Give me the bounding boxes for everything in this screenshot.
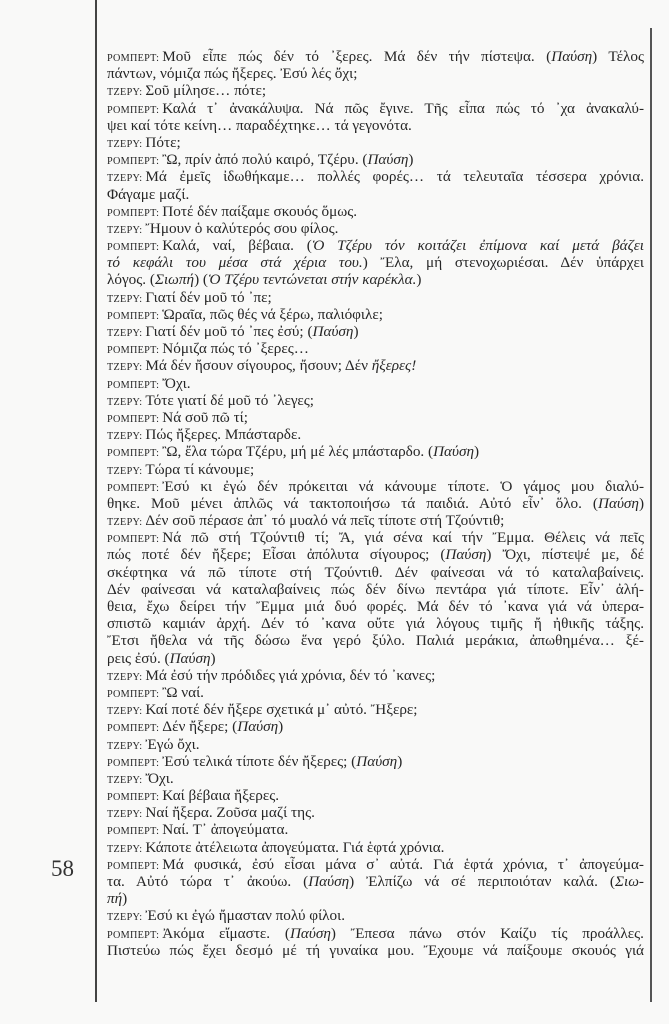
- dialogue-segment: Καλά, ναί, βέβαια. (: [162, 237, 312, 255]
- text-line: [107, 770, 644, 787]
- speaker-label: ΡΟΜΠΕΡΤ:: [107, 482, 160, 494]
- text-line: [107, 186, 644, 203]
- speaker-label: ΡΟΜΠΕΡΤ:: [107, 826, 160, 838]
- dialogue-segment: σκέφτηκα νά πῶ τίποτε στή Τζούντιθ. Δέν φαίνεσαι νά τό καταλαβαίνεις.: [107, 563, 644, 581]
- speaker-label: ΡΟΜΠΕΡΤ:: [107, 53, 160, 64]
- text-line: [107, 650, 644, 667]
- dialogue-segment: Γιατί δέν μοῦ τό ᾿πες ἐσύ; (: [145, 323, 313, 340]
- dialogue-segment: πώς ποτέ δέν ἤξερε; Εἶσαι ἀπόλυτα σίγουρος; (: [107, 546, 446, 564]
- dialogue-segment: ) Ὄχι, πίστεψέ με, δέ: [486, 546, 645, 564]
- text-line: [107, 890, 644, 907]
- text-line: [107, 546, 644, 563]
- dialogue-segment: Φάγαμε μαζί.: [107, 185, 190, 203]
- dialogue-segment: Μά δέν ἤσουν σίγουρος, ἤσουν; Δέν: [145, 357, 372, 375]
- speaker-label: ΤΖΕΡΥ:: [107, 517, 143, 529]
- dialogue-segment: Ὢ ναί.: [162, 683, 204, 701]
- text-line: [107, 942, 644, 959]
- text-line: [107, 426, 644, 443]
- speaker-label: ΤΖΕΡΥ:: [107, 912, 143, 924]
- text-line: [107, 237, 644, 254]
- dialogue-segment: ) Τέλος: [592, 48, 644, 65]
- dialogue-segment: Τώρα τί κάνουμε;: [145, 460, 255, 478]
- speaker-label: ΤΖΕΡΥ:: [107, 293, 143, 305]
- dialogue-segment: ): [638, 494, 644, 512]
- stage-direction: Ὁ Τζέρυ τεντώνεται στήν καρέκλα.: [207, 271, 417, 289]
- dialogue-segment: σπιστῶ καμιάν ἀρχή. Δέν τό ᾿κανα οὔτε γιά λόγους τιμῆς ἤ ἠθικῆς τάξης.: [107, 615, 644, 633]
- text-line: [107, 340, 644, 357]
- stage-direction: πή: [107, 890, 123, 908]
- speaker-label: ΤΖΕΡΥ:: [107, 740, 143, 752]
- dialogue-segment: ψει καί τότε κείνη… παραδέχτηκε… τά γεγονότα.: [107, 116, 412, 134]
- stage-direction: Παύση: [308, 873, 350, 890]
- dialogue-segment: ): [122, 890, 128, 908]
- dialogue-segment: Ἀκόμα εἴμαστε. (: [162, 924, 290, 942]
- right-margin-rule: [650, 28, 652, 1002]
- dialogue-segment: ): [416, 271, 422, 289]
- dialogue-segment: Μά ἐσύ τήν πρόδιδες γιά χρόνια, δέν τό ᾿κανες;: [145, 666, 436, 684]
- text-line: [107, 632, 644, 649]
- text-line: [107, 753, 644, 770]
- dialogue-segment: Ναί. Τ᾿ ἀπογεύματα.: [162, 821, 289, 839]
- stage-direction: Σιω-: [614, 873, 644, 890]
- text-line: [107, 667, 644, 684]
- dialogue-segment: λόγος. (: [107, 271, 155, 289]
- stage-direction: Παύση: [289, 924, 331, 942]
- stage-direction: Παύση: [551, 48, 593, 65]
- text-line: [107, 203, 644, 220]
- dialogue-segment: Δέν ἤξερε; (: [162, 718, 238, 736]
- dialogue-segment: Ἐσύ τελικά τίποτε δέν ἤξερες; (: [162, 752, 357, 770]
- speaker-label: ΤΖΕΡΥ:: [107, 774, 143, 786]
- stage-direction: Παύση: [598, 494, 639, 512]
- dialogue-segment: Πότε;: [145, 133, 181, 151]
- speaker-label: ΡΟΜΠΕΡΤ:: [107, 929, 160, 941]
- speaker-label: ΤΖΕΡΥ:: [107, 173, 143, 185]
- speaker-label: ΡΟΜΠΕΡΤ:: [107, 792, 160, 804]
- text-line: [107, 495, 644, 512]
- stage-direction: Παύση: [356, 752, 398, 770]
- stage-direction: Παύση: [312, 323, 354, 340]
- text-line: [107, 134, 644, 151]
- dialogue-text: [107, 48, 644, 959]
- page-number: 58: [51, 856, 74, 881]
- text-line: [107, 443, 644, 460]
- speaker-label: ΤΖΕΡΥ:: [107, 87, 143, 99]
- dialogue-segment: ) Ἔπεσα πάνω στόν Καίζυ τίς προάλλες.: [330, 924, 644, 942]
- text-line: [107, 289, 644, 306]
- text-line: [107, 323, 644, 340]
- dialogue-segment: Τότε γιατί δέ μοῦ τό ᾿λεγες;: [145, 391, 314, 409]
- text-line: [107, 100, 644, 117]
- text-line: [107, 564, 644, 581]
- speaker-label: ΤΖΕΡΥ:: [107, 671, 143, 683]
- dialogue-segment: ): [397, 752, 403, 770]
- speaker-label: ΤΖΕΡΥ:: [107, 328, 143, 339]
- dialogue-segment: ): [474, 443, 480, 461]
- speaker-label: ΤΖΕΡΥ:: [107, 465, 143, 477]
- dialogue-segment: Νά πῶ στή Τζούντιθ τί; Ἄ, γιά σένα καί τήν Ἔμμα. Θέλεις νά πεῖς: [162, 529, 644, 547]
- dialogue-segment: Καί ποτέ δέν ἤξερε σχετικά μ᾿ αὐτό. Ἤξερε;: [145, 701, 418, 719]
- text-line: [107, 117, 644, 134]
- dialogue-segment: Καλά τ᾿ ἀνακάλυψα. Νά πῶς ἔγινε. Τῆς εἶπα πώς τό ᾿χα ἀνακαλύ-: [162, 99, 644, 117]
- speaker-label: ΤΖΕΡΥ:: [107, 224, 143, 236]
- stage-direction: Παύση: [237, 718, 279, 736]
- speaker-label: ΤΖΕΡΥ:: [107, 809, 143, 821]
- dialogue-segment: Ὡραῖα, πῶς θές νά ξέρω, παλιόφιλε;: [162, 305, 383, 323]
- text-line: [107, 787, 644, 804]
- text-line: [107, 271, 644, 288]
- text-line: [107, 306, 644, 323]
- stage-direction: Παύση: [169, 649, 211, 667]
- left-margin-rule: [95, 0, 97, 1002]
- text-line: [107, 478, 644, 495]
- speaker-label: ΤΖΕΡΥ:: [107, 706, 143, 718]
- speaker-label: ΡΟΜΠΕΡΤ:: [107, 156, 160, 168]
- speaker-label: ΡΟΜΠΕΡΤ:: [107, 448, 160, 460]
- dialogue-segment: θεια, ἔχω δείρει τήν Ἔμμα μιά δυό φορές. Μά δέν τό ᾿κανα γιά νά ὑπερα-: [107, 598, 644, 615]
- stage-direction: Παύση: [367, 151, 409, 169]
- text-line: [107, 392, 644, 409]
- dialogue-segment: Δέν σοῦ πέρασε ἀπ᾿ τό μυαλό νά πεῖς τίποτε στή Τζούντιθ;: [145, 512, 505, 530]
- text-line: [107, 151, 644, 168]
- text-line: [107, 82, 644, 99]
- dialogue-segment: Ἐσύ κι ἐγώ ἤμασταν πολύ φίλοι.: [145, 907, 346, 925]
- text-line: [107, 684, 644, 701]
- speaker-label: ΤΖΕΡΥ:: [107, 431, 143, 443]
- speaker-label: ΡΟΜΠΕΡΤ:: [107, 345, 160, 357]
- speaker-label: ΤΖΕΡΥ:: [107, 138, 143, 150]
- dialogue-segment: Μά ἐμεῖς ἰδωθήκαμε… πολλές φορές… τά τελευταῖα τέσσερα χρόνια.: [145, 168, 644, 186]
- text-line: [107, 839, 644, 856]
- stage-direction: Παύση: [445, 546, 487, 564]
- dialogue-segment: Ναί ἤξερα. Ζοῦσα μαζί της.: [145, 804, 315, 822]
- text-line: [107, 701, 644, 718]
- speaker-label: ΤΖΕΡΥ:: [107, 396, 143, 408]
- speaker-label: ΡΟΜΠΕΡΤ:: [107, 757, 160, 769]
- speaker-label: ΡΟΜΠΕΡΤ:: [107, 688, 160, 700]
- dialogue-segment: Ἐσύ κι ἐγώ δέν πρόκειται νά κάνουμε τίποτε. Ὁ γάμος μου διαλύ-: [162, 477, 644, 495]
- speaker-label: ΤΖΕΡΥ:: [107, 843, 143, 855]
- speaker-label: ΡΟΜΠΕΡΤ:: [107, 723, 160, 735]
- text-line: [107, 925, 644, 942]
- text-line: [107, 718, 644, 735]
- dialogue-segment: Ἔτσι ἤθελα νά τῆς δώσω ἕνα γερό ξύλο. Παλιά μεράκια, ἀπωθημένα… ξέ-: [107, 632, 644, 650]
- dialogue-segment: Μά φυσικά, ἐσύ εἶσαι μάνα σ᾿ αὐτά. Γιά ἑφτά χρόνια, τ᾿ ἀπογεύμα-: [162, 855, 644, 873]
- stage-direction: ἤξερες!: [371, 357, 417, 375]
- speaker-label: ΡΟΜΠΕΡΤ:: [107, 207, 160, 219]
- dialogue-segment: ): [353, 323, 359, 340]
- text-line: [107, 615, 644, 632]
- dialogue-segment: Σοῦ μίλησε… πότε;: [145, 82, 267, 100]
- dialogue-segment: ) (: [194, 271, 208, 289]
- dialogue-segment: θηκε. Μοῦ μένει ἁπλῶς νά τακτοποιήσω τά παιδιά. Αὐτό εἶν᾿ ὅλο. (: [107, 494, 598, 512]
- text-line: [107, 254, 644, 271]
- text-line: [107, 873, 644, 890]
- dialogue-segment: Ὢ, πρίν ἀπό πολύ καιρό, Τζέρυ. (: [162, 151, 368, 169]
- text-line: [107, 512, 644, 529]
- text-line: [107, 907, 644, 924]
- dialogue-segment: Ποτέ δέν παίξαμε σκουός ὅμως.: [162, 202, 358, 220]
- dialogue-segment: ): [278, 718, 284, 736]
- dialogue-segment: Καί βέβαια ἤξερες.: [162, 787, 280, 805]
- text-line: [107, 375, 644, 392]
- speaker-label: ΡΟΜΠΕΡΤ:: [107, 534, 160, 546]
- text-line: [107, 461, 644, 478]
- text-line: [107, 168, 644, 185]
- dialogue-segment: ): [210, 649, 216, 667]
- dialogue-segment: Γιατί δέν μοῦ τό ᾿πε;: [145, 288, 272, 306]
- text-line: [107, 821, 644, 838]
- text-line: [107, 804, 644, 821]
- dialogue-segment: Πώς ἤξερες. Μπάσταρδε.: [145, 426, 302, 444]
- speaker-label: ΡΟΜΠΕΡΤ:: [107, 104, 160, 116]
- stage-direction: Παύση: [433, 443, 475, 461]
- text-line: [107, 220, 644, 237]
- dialogue-segment: Πιστεύω πώς ἔχει δεσμό μέ τή γυναίκα μου. Ἔχουμε νά παίξουμε σκουός γιά: [107, 941, 644, 959]
- speaker-label: ΡΟΜΠΕΡΤ:: [107, 379, 160, 391]
- dialogue-segment: ) Ἐλπίζω νά σέ περιποιόταν καλά. (: [349, 873, 615, 890]
- dialogue-segment: Νόμιζα πώς τό ᾿ξερες…: [162, 340, 309, 358]
- text-line: [107, 598, 644, 615]
- text-line: [107, 736, 644, 753]
- dialogue-segment: πάντων, νόμιζα πώς ἤξερες. Ἐσύ λές ὄχι;: [107, 65, 358, 83]
- speaker-label: ΡΟΜΠΕΡΤ:: [107, 860, 160, 872]
- text-line: [107, 65, 644, 82]
- dialogue-segment: Δέν φαίνεσαι νά καταλαβαίνεις πώς δέν δίνω πεντάρα γιά τίποτε. Εἶν᾿ ἀλή-: [107, 580, 644, 598]
- dialogue-segment: τα. Αὐτό τώρα τ᾿ ἀκούω. (: [107, 873, 309, 890]
- speaker-label: ΡΟΜΠΕΡΤ:: [107, 413, 160, 425]
- speaker-label: ΡΟΜΠΕΡΤ:: [107, 310, 160, 322]
- dialogue-segment: Κάποτε ἀτέλειωτα ἀπογεύματα. Γιά ἑφτά χρόνια.: [145, 838, 445, 856]
- dialogue-segment: Ἤμουν ὁ καλύτερός σου φίλος.: [145, 219, 339, 237]
- dialogue-segment: Ἐγώ ὄχι.: [145, 735, 200, 753]
- stage-direction: Σιωπή: [154, 271, 195, 289]
- dialogue-segment: Ὄχι.: [162, 374, 191, 392]
- dialogue-segment: ): [408, 151, 414, 169]
- stage-direction: τό κεφάλι του μέσα στά χέρια του.: [107, 254, 363, 272]
- speaker-label: ΡΟΜΠΕΡΤ:: [107, 242, 160, 254]
- speaker-label: ΤΖΕΡΥ:: [107, 362, 143, 374]
- dialogue-segment: Νά σοῦ πῶ τί;: [162, 408, 248, 426]
- dialogue-segment: Μοῦ εἶπε πώς δέν τό ᾿ξερες. Μά δέν τήν πίστεψα. (: [162, 48, 552, 65]
- stage-direction: Ὁ Τζέρυ τόν κοιτάζει ἐπίμονα καί μετά βάζει: [311, 237, 644, 255]
- dialogue-segment: ρεις ἐσύ. (: [107, 649, 170, 667]
- dialogue-segment: ) Ἔλα, μή στενοχωριέσαι. Δέν ὑπάρχει: [362, 254, 644, 272]
- text-line: [107, 581, 644, 598]
- text-line: [107, 529, 644, 546]
- text-line: [107, 409, 644, 426]
- text-line: [107, 48, 644, 65]
- dialogue-segment: Ὄχι.: [145, 769, 174, 787]
- text-line: [107, 856, 644, 873]
- dialogue-segment: Ὢ, ἔλα τώρα Τζέρυ, μή μέ λές μπάσταρδο. (: [162, 443, 434, 461]
- text-line: [107, 357, 644, 374]
